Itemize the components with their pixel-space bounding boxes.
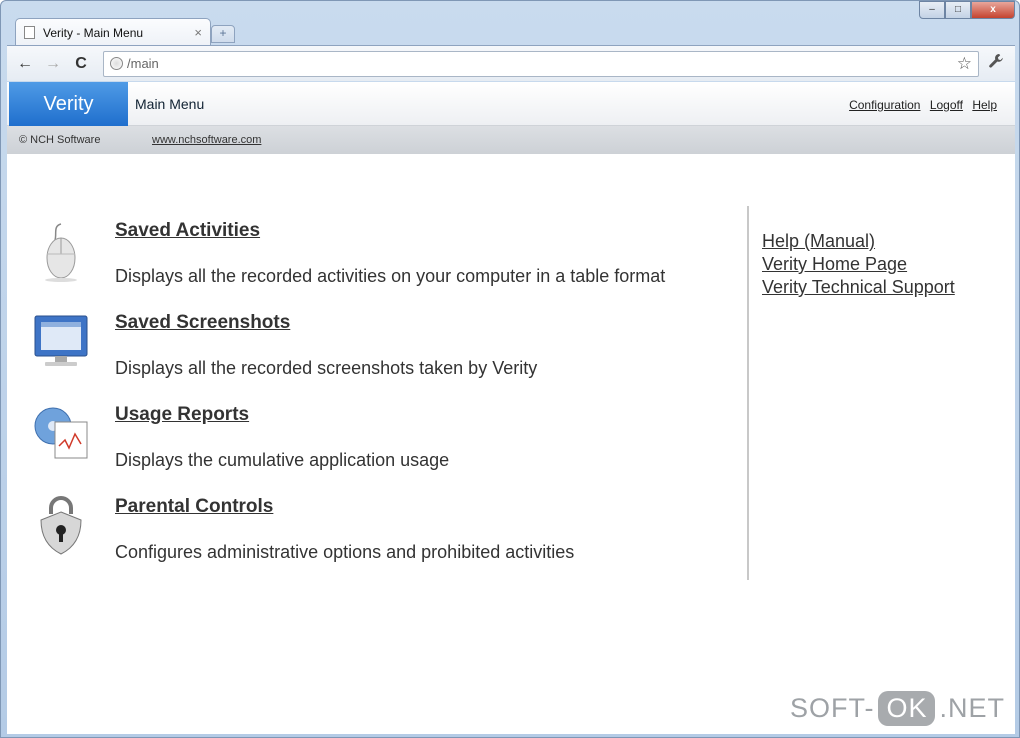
saved-activities-link[interactable]: Saved Activities [115,220,261,241]
copyright-text: © NCH Software [19,134,101,146]
configuration-link[interactable]: Configuration [849,98,921,112]
forward-icon[interactable]: → [45,54,61,72]
page-breadcrumb: Main Menu [135,96,205,112]
reload-icon[interactable]: C [75,54,87,72]
parental-controls-link[interactable]: Parental Controls [115,496,274,517]
wrench-icon[interactable] [983,53,1009,74]
menu-item-saved-activities [31,220,711,312]
brand-logo[interactable]: Verity [9,82,128,126]
close-button[interactable]: x [971,1,1015,19]
watermark-left: SOFT- [789,693,875,723]
usage-reports-link[interactable]: Usage Reports [115,404,250,425]
parental-controls-description: Configures administrative options and prohibited activities [115,542,575,562]
padlock-icon [31,496,91,558]
saved-screenshots-link[interactable]: Saved Screenshots [115,312,291,333]
tab-title: Verity - Main Menu [43,25,144,40]
saved-screenshots-description: Displays all the recorded screenshots taken by Verity [115,358,538,378]
watermark [790,691,1005,726]
app-header [7,82,1015,126]
verity-home-page-link[interactable]: Verity Home Page [762,254,908,274]
logoff-link[interactable]: Logoff [929,98,963,112]
star-icon[interactable]: ☆ [956,53,972,73]
usage-reports-description: Displays the cumulative application usage [115,450,450,470]
main-content [7,154,1015,734]
watermark-badge: OK [878,691,935,726]
tab-strip [1,1,1019,45]
minimize-button[interactable]: – [919,1,945,19]
address-bar[interactable] [103,51,979,77]
header-links [843,82,997,128]
help-link[interactable]: Help [972,98,997,112]
back-icon[interactable]: ← [17,54,33,72]
tab-main-menu[interactable] [15,18,211,46]
globe-icon [110,57,123,70]
wrench-svg [988,53,1004,69]
tab-close-icon[interactable]: × [194,25,202,40]
browser-toolbar [7,45,1015,81]
monitor-icon [31,312,91,374]
window-controls [919,1,1015,19]
sub-bar [7,126,1015,154]
nch-website-link[interactable]: www.nchsoftware.com [152,134,262,146]
watermark-right: .NET [939,693,1005,723]
content-divider [747,206,749,580]
side-links [762,230,955,299]
url-text[interactable]: /main [127,56,159,71]
menu-item-usage-reports [31,404,711,496]
saved-activities-description: Displays all the recorded activities on your computer in a table format [115,266,666,286]
menu-item-saved-screenshots [31,312,711,404]
page-icon [24,26,35,39]
menu-item-parental-controls [31,496,711,588]
new-tab-button[interactable]: + [211,25,235,43]
verity-technical-support-link[interactable]: Verity Technical Support [762,277,955,297]
maximize-button[interactable]: □ [945,1,971,19]
mouse-icon [31,220,91,282]
help-manual-link[interactable]: Help (Manual) [762,231,876,251]
report-icon [31,404,91,466]
